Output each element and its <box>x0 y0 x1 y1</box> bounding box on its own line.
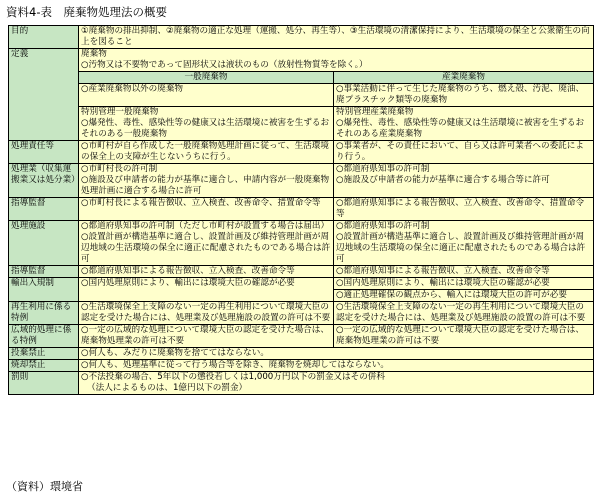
special-general-waste <box>79 107 334 141</box>
row-label: 焼却禁止 <box>9 360 79 372</box>
row-label: 処理責任等 <box>9 141 79 164</box>
row-label: 処理施設 <box>9 221 79 266</box>
wide-industrial: ○一定の広域的な処理について環境大臣の認定を受けた場合は、廃棄物処理業の許可は不要 <box>334 325 594 348</box>
row-wide-area <box>9 325 594 348</box>
facility-industrial-line: ○都道府県知事の許可制 <box>336 221 430 231</box>
guidance-industrial: ○都道府県知事による報告徴収、立入検査、改善命令、措置命令等 <box>334 198 594 221</box>
row-guidance <box>9 198 594 221</box>
recycle-general: ○生活環境保全上支障のない一定の再生利用について環境大臣の認定を受けた場合には、処理業及び処理施設の設置の許可は不要 <box>79 302 334 325</box>
definition-text: ○汚物又は不要物であって固形状又は液状のもの（放射性物質等を除く。） <box>81 60 368 70</box>
row-label: 目的 <box>9 26 79 49</box>
facility-industrial-line: ○設置計画が構造基準に適合し、設置計画及び維持管理計画が周辺地域の生活環境の保全に適正に配慮されたものである場合は許可 <box>336 232 586 264</box>
row-definition-content <box>9 84 594 107</box>
business-industrial-line: ○都道府県知事の許可制 <box>336 164 430 174</box>
business-general <box>79 164 334 198</box>
waste-law-table <box>8 25 594 395</box>
row-definition-special <box>9 107 594 141</box>
export-industrial <box>334 278 594 302</box>
penalty-cell <box>79 372 594 395</box>
industrial-waste-definition: ○事業活動に伴って生じた廃棄物のうち、燃え殻、汚泥、廃油、廃プラスチック類等の廃棄物 <box>334 84 594 107</box>
row-label: 再生利用に係る特例 <box>9 302 79 325</box>
wide-general: ○一定の広域的な処理について環境大臣の認定を受けた場合は、廃棄物処理業の許可は不要 <box>79 325 334 348</box>
row-facility <box>9 221 594 266</box>
guidance2-industrial: ○都道府県知事による報告徴収、立入検査、改善命令等 <box>334 266 594 278</box>
general-waste-header: 一般廃棄物 <box>79 72 334 84</box>
row-export <box>9 278 594 302</box>
definition-heading: 廃棄物 <box>81 49 107 59</box>
facility-general-line: ○都道府県知事の許可制（ただし市町村が設置する場合は届出） <box>81 221 330 231</box>
row-label: 処理業（収集運搬業又は処分業） <box>9 164 79 198</box>
row-label: 投棄禁止 <box>9 348 79 360</box>
row-label: 罰則 <box>9 372 79 395</box>
special-general-text: ○爆発性、毒性、感染性等の健康又は生活環境に被害を生ずるおそれのある一般廃棄物 <box>81 118 330 139</box>
special-industrial-text: ○爆発性、毒性、感染性等の健康又は生活環境に被害を生ずるおそれのある産業廃棄物 <box>336 118 585 139</box>
row-guidance-facility <box>9 266 594 278</box>
row-recycle <box>9 302 594 325</box>
facility-industrial <box>334 221 594 266</box>
row-purpose <box>9 26 594 49</box>
general-waste-definition: ○産業廃棄物以外の廃棄物 <box>79 84 334 107</box>
burning-text: ○何人も、処理基準に従って行う場合等を除き、廃棄物を焼却してはならない。 <box>79 360 594 372</box>
row-label: 定義 <box>9 49 79 141</box>
business-industrial-line: ○施設及び申請者の能力が基準に適合する場合等に許可 <box>336 175 550 185</box>
row-business <box>9 164 594 198</box>
row-dumping <box>9 348 594 360</box>
row-penalty <box>9 372 594 395</box>
row-label: 広域的処理に係る特例 <box>9 325 79 348</box>
row-definition <box>9 49 594 72</box>
business-general-line: ○市町村長の許可制 <box>81 164 158 174</box>
responsibility-industrial: ○事業者が、その責任において、自ら又は許可業者への委託により行う。 <box>334 141 594 164</box>
penalty-line: （法人によるものは、1億円以下の罰金） <box>87 383 248 393</box>
dumping-text: ○何人も、みだりに廃棄物を捨ててはならない。 <box>79 348 594 360</box>
row-burning <box>9 360 594 372</box>
industrial-waste-header: 産業廃棄物 <box>334 72 594 84</box>
row-label: 指導監督 <box>9 266 79 278</box>
facility-general <box>79 221 334 266</box>
export-industrial-line: ○適正処理確保の観点から、輸入には環境大臣の許可が必要 <box>334 289 593 301</box>
facility-general-line: ○設置計画が構造基準に適合し、設置計画及び維持管理計画が周辺地域の生活環境の保全に適正に配慮されたものである場合は許可 <box>81 232 331 264</box>
row-definition-headers <box>9 72 594 84</box>
export-general: ○国内処理原則により、輸出には環境大臣の確認が必要 <box>79 278 334 302</box>
row-label: 指導監督 <box>9 198 79 221</box>
source-note: （資料）環境省 <box>6 480 83 493</box>
penalty-line: ○不法投棄の場合、5年以下の懲役若しくは1,000万円以下の罰金又はその併科 <box>81 372 385 382</box>
export-industrial-line: ○国内処理原則により、輸出には環境大臣の確認が必要 <box>336 278 550 288</box>
guidance2-general: ○都道府県知事による報告徴収、立入検査、改善命令等 <box>79 266 334 278</box>
row-label: 輸出入規制 <box>9 278 79 302</box>
business-general-line: ○施設及び申請者の能力が基準に適合し、申請内容が一般廃棄物処理計画に適合する場合に許可 <box>81 175 330 196</box>
recycle-industrial: ○生活環境保全上支障のない一定の再生利用について環境大臣の認定を受けた場合には、処理業及び処理施設の設置の許可は不要 <box>334 302 594 325</box>
definition-cell <box>79 49 594 72</box>
purpose-text: ①廃棄物の排出抑制、②廃棄物の適正な処理（運搬、処分、再生等）、③生活環境の清潔保持により、生活環境の保全と公衆衛生の向上を図ること <box>79 26 594 49</box>
responsibility-general: ○市町村が自ら作成した一般廃棄物処理計画に従って、生活環境の保全上の支障が生じないうちに行う。 <box>79 141 334 164</box>
special-industrial-title: 特別管理産業廃棄物 <box>336 107 414 117</box>
special-general-title: 特別管理一般廃棄物 <box>81 107 159 117</box>
special-industrial-waste <box>334 107 594 141</box>
business-industrial <box>334 164 594 198</box>
document-title: 資料4-表 廃棄物処理法の概要 <box>6 5 167 19</box>
row-responsibility <box>9 141 594 164</box>
guidance-general: ○市町村長による報告徴収、立入検査、改善命令、措置命令等 <box>79 198 334 221</box>
